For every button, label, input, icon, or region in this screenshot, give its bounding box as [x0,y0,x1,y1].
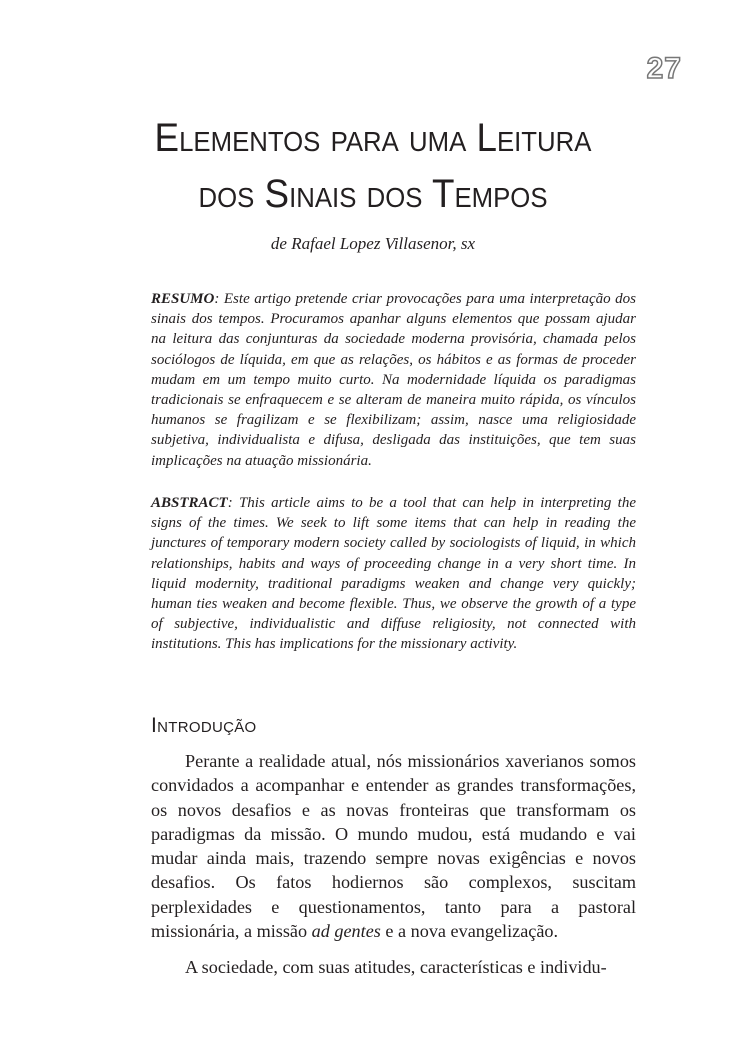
body-paragraph-2 [151,955,636,979]
author-byline: de Rafael Lopez Villasenor, sx [270,234,476,253]
article-title [122,110,624,222]
resumo-text: : Este artigo pretende criar provocações para uma interpretação dos sinais dos tempos. Procuramos apanhar alguns elementos que possam ajudar na leitura das conjunturas da sociedade moderna provisória, chamada pelos sociólogos de líquida, em que as relações, os hábitos e as formas de proceder mudam em um tempo muito curto. Na modernidade líquida os paradigmas tradicionais se enfraquecem e se alteram de maneira muito rápida, os vínculos humanos se fragilizam e se flexibilizam; assim, nasce uma religiosidade subjetiva, individualista e difusa, desligada das instituições, que tem suas implicações na atuação missionária. [151,291,636,469]
resumo-label: RESUMO [151,291,215,307]
paragraph-1-text: Perante a realidade atual, nós missionários xaverianos somos convidados a acompanhar e entender as grandes transformações, os novos desafios e as novas fronteiras que transformam os paradigmas da missão. O mundo mudou, está mudando e vai mudar ainda mais, trazendo sempre novas exigências e novos desafios. Os fatos hodiernos são complexos, suscitam perplexidades e questionamentos, tanto para a pastoral missionária, a missão [151,751,636,942]
resumo-block [151,289,636,471]
title-line-1: Elementos para uma Leitura [154,116,592,160]
abstract-label: ABSTRACT [151,495,228,511]
paragraph-2-text: A sociedade, com suas atitudes, características e individu- [185,957,607,977]
page-number: 27 [646,52,682,85]
abstract-text: : This article aims to be a tool that can help in interpreting the signs of the times. We seek to lift some items that can help in reading the junctures of temporary modern society called by sociologists of liquid, in which relationships, habits and ways of proceeding change in a very short time. In liquid modernity, traditional paradigms weaken and change very quickly; human ties weaken and become flexible. Thus, we observe the growth of a type of subjective, individualistic and diffuse religiosity, not connected with institutions. This has implications for the missionary activity. [151,495,636,653]
title-line-2: dos Sinais dos Tempos [198,172,548,216]
body-paragraph-1 [151,749,636,943]
paragraph-1-italic-term: ad gentes [311,921,381,942]
section-heading-introducao: Introdução [151,714,257,737]
paragraph-1-text-end: e a nova evangelização. [380,921,559,942]
abstract-block [151,493,636,655]
